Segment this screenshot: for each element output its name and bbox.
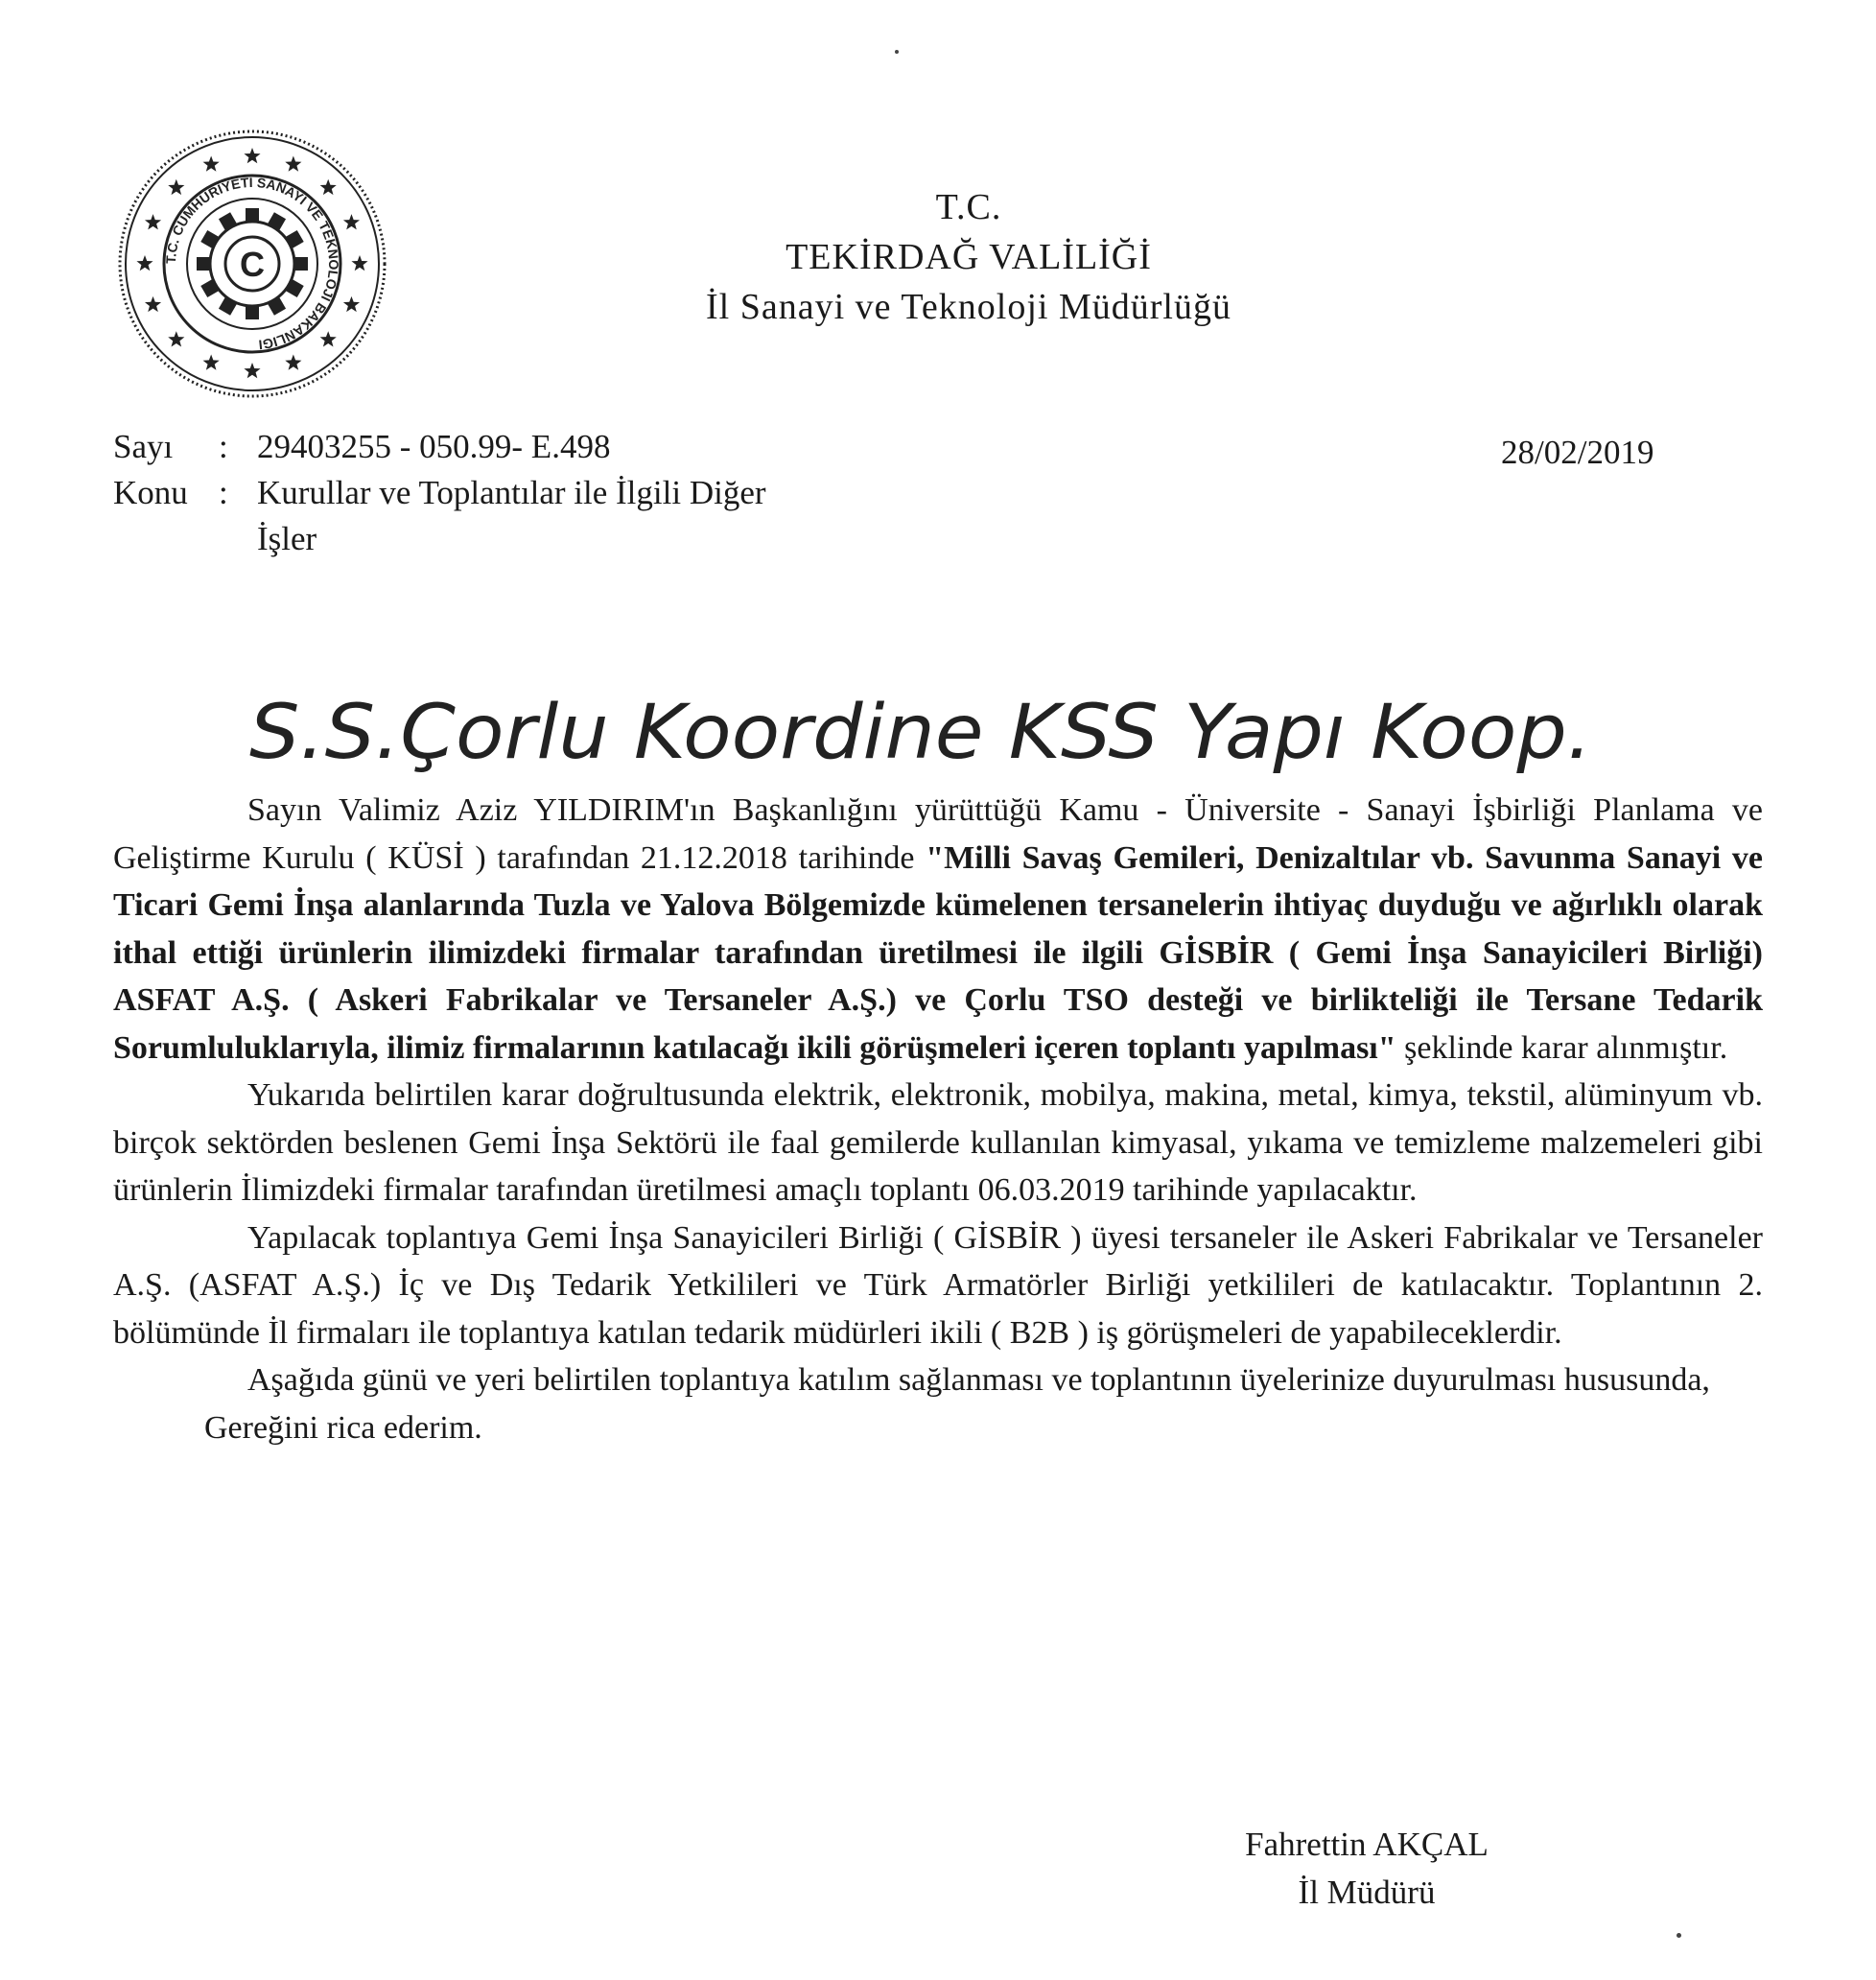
letter-body	[113, 787, 1763, 1451]
konu-label: Konu	[113, 474, 188, 511]
ministry-seal-logo	[113, 125, 391, 403]
handwritten-address	[240, 676, 1659, 782]
body-paragraph-1: Sayın Valimiz Aziz YILDIRIM'ın Başkanlığını yürüttüğü Kamu - Üniversite - Sanayi İşbirliği Planlama ve Geliştirme Kurulu ( KÜSİ ) tarafından 21.12.2018 tarihinde "Milli Savaş Gemileri, Denizaltılar vb. Savunma Sanayi ve Ticari Gemi İnşa alanlarında Tuzla ve Yalova Bölgemizde kümelenen tersanelerin ihtiyaç duyduğu ve ağırlıklı olarak ithal ettiği ürünlerin ilimizdeki firmalar tarafından üretilmesi ile ilgili GİSBİR ( Gemi İnşa Sanayicileri Birliği) ASFAT A.Ş. ( Askeri Fabrikalar ve Tersaneler A.Ş.) ve Çorlu TSO desteği ve birlikteliği ile Tersane Tedarik Sorumluluklarıyla, ilimiz firmalarının katılacağı ikili görüşmeleri içeren toplantı yapılması" şeklinde karar alınmıştır.	[113, 792, 1763, 1066]
svg-text:S.S.Çorlu Koordine KSS Yapı Ko: S.S.Çorlu Koordine KSS Yapı Koop.	[249, 690, 1592, 776]
header-tc: T.C.	[935, 187, 1002, 227]
svg-text:C: C	[240, 245, 265, 284]
seal-star	[320, 179, 337, 195]
header-governorship: TEKİRDAĞ VALİLİĞİ	[786, 237, 1152, 277]
seal-star	[203, 156, 220, 172]
seal-star	[285, 156, 301, 172]
sayi-label: Sayı	[113, 428, 174, 465]
document-date: 28/02/2019	[1501, 434, 1654, 471]
seal-star	[244, 363, 260, 378]
seal-star	[244, 148, 260, 163]
header-directorate: İl Sanayi ve Teknoloji Müdürlüğü	[706, 287, 1231, 327]
seal-star	[351, 255, 367, 271]
seal-star	[203, 354, 220, 369]
sayi-value: 29403255 - 050.99- E.498	[257, 428, 611, 465]
konu-value-continued: İşler	[257, 520, 317, 557]
scan-speck	[1677, 1933, 1681, 1938]
signature-block	[1184, 1821, 1549, 1917]
seal-star	[285, 354, 301, 369]
seal-star	[136, 255, 152, 271]
document-header	[614, 182, 1324, 332]
body-paragraph-3: Yapılacak toplantıya Gemi İnşa Sanayicileri Birliği ( GİSBİR ) üyesi tersaneler ile Askeri Fabrikalar ve Tersaneler A.Ş. (ASFAT A.Ş.) İç ve Dış Tedarik Yetkilileri ve Türk Armatörler Birliği yetkilileri de katılacaktır. Toplantının 2. bölümünde İl firmaları ile toplantıya katılan tedarik müdürleri ikili ( B2B ) iş görüşmeleri de yapabileceklerdir.	[113, 1219, 1763, 1351]
signatory-name: Fahrettin AKÇAL	[1245, 1826, 1489, 1863]
body-paragraph-4: Aşağıda günü ve yeri belirtilen toplantıya katılım sağlanması ve toplantının üyelerinize duyurulması hususunda,	[247, 1362, 1710, 1398]
seal-star	[145, 296, 161, 312]
svg-text:T.C. CUMHURİYETİ SANAYİ VE TEK: T.C. CUMHURİYETİ SANAYİ VE TEKNOLOJİ BAKANLIĞI	[162, 174, 342, 353]
seal-star	[343, 214, 360, 229]
seal-star	[145, 214, 161, 229]
seal-star	[168, 179, 184, 195]
konu-value: Kurullar ve Toplantılar ile İlgili Diğer	[257, 474, 766, 511]
body-paragraph-2: Yukarıda belirtilen karar doğrultusunda elektrik, elektronik, mobilya, makina, metal, kimya, tekstil, alüminyum vb. birçok sektörden beslenen Gemi İnşa Sektörü ile faal gemilerde kullanılan kimyasal, yıkama ve temizleme malzemeleri gibi ürünlerin İlimizdeki firmalar tarafından üretilmesi amaçlı toplantı 06.03.2019 tarihinde yapılacaktır.	[113, 1077, 1763, 1208]
seal-star	[343, 296, 360, 312]
closing-line: Gereğini rica ederim.	[204, 1409, 482, 1446]
seal-star	[168, 331, 184, 346]
document-meta: Sayı : 29403255 - 050.99- E.498 Konu : Kurullar ve Toplantılar ile İlgili Diğer İşler	[113, 424, 1005, 562]
scan-speck	[895, 50, 899, 54]
decision-quote: "Milli Savaş Gemileri, Denizaltılar vb. Savunma Sanayi ve Ticari Gemi İnşa alanlarında Tuzla ve Yalova Bölgemizde kümelenen tersanelerin ihtiyaç duyduğu ve ağırlıklı olarak ithal ettiği ürünlerin ilimizdeki firmalar tarafından üretilmesi ile ilgili GİSBİR ( Gemi İnşa Sanayicileri Birliği) ASFAT A.Ş. ( Askeri Fabrikalar ve Tersaneler A.Ş.) ve Çorlu TSO desteği ve birlikteliği ile Tersane Tedarik Sorumluluklarıyla, ilimiz firmalarının katılacağı ikili görüşmeleri içeren toplantı yapılması"	[113, 839, 1763, 1066]
signatory-title: İl Müdürü	[1298, 1874, 1436, 1911]
seal-star	[320, 331, 337, 346]
